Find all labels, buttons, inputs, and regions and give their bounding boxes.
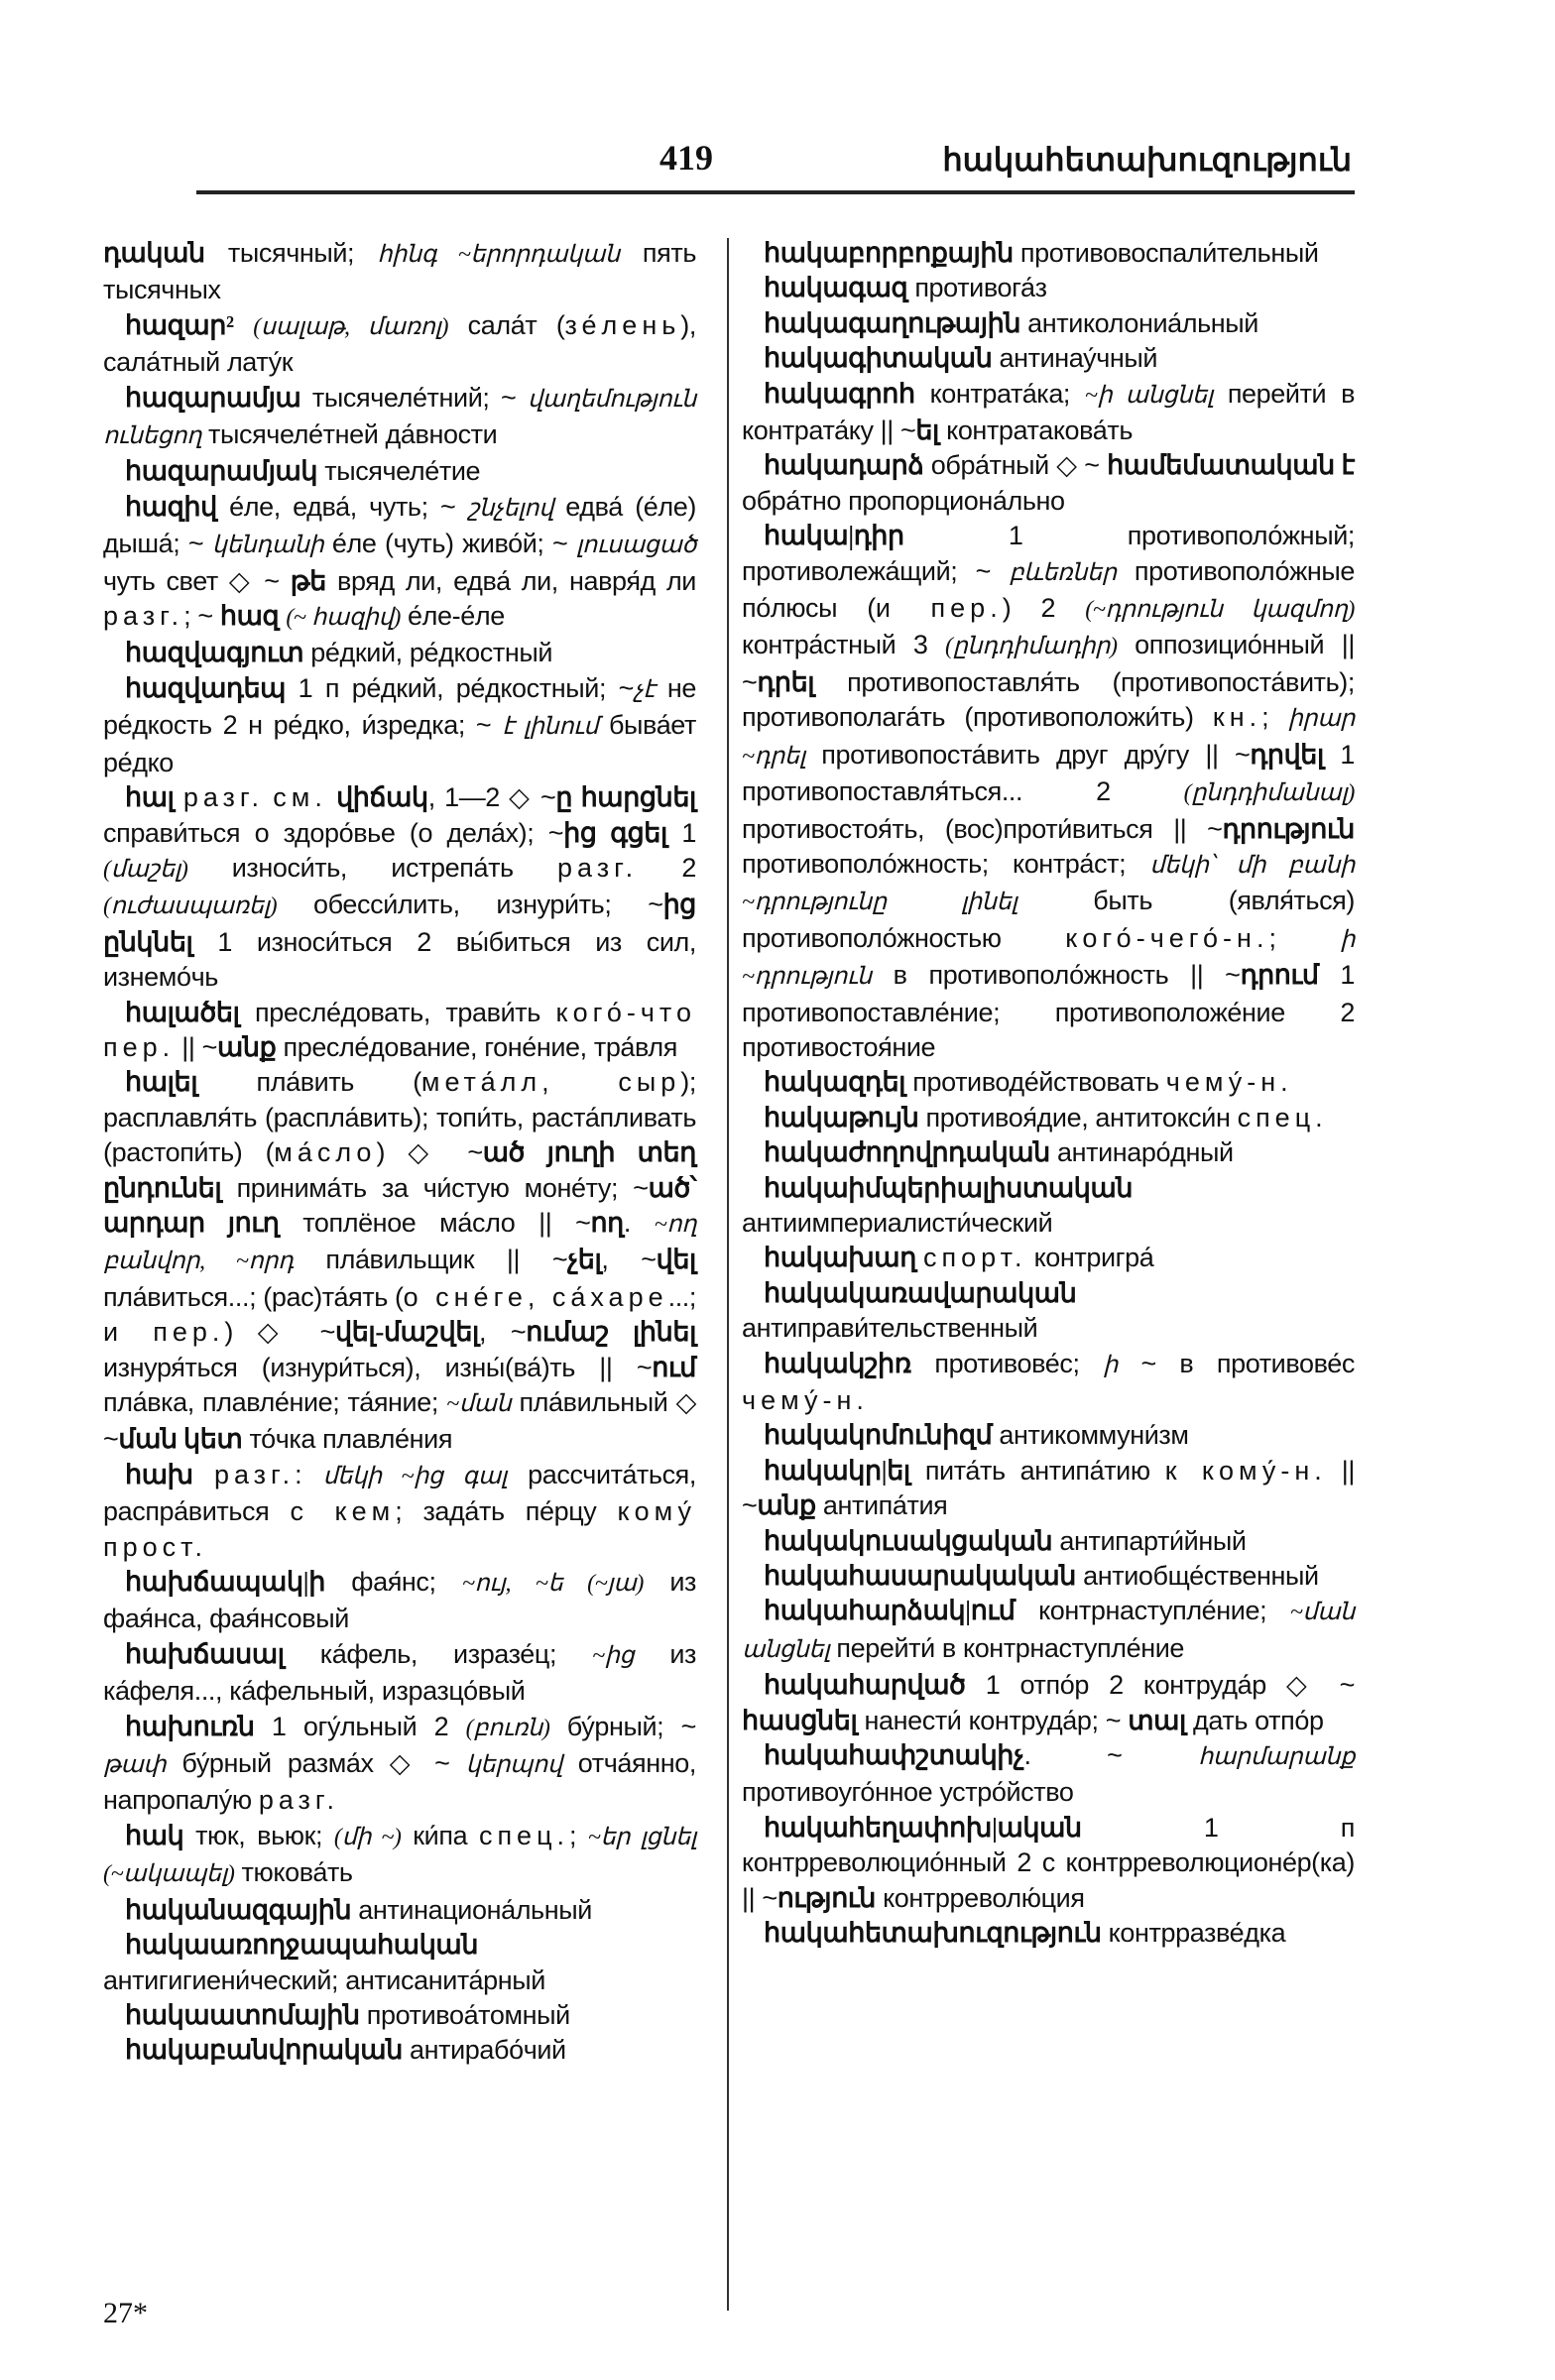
dictionary-entry <box>742 1418 1355 1453</box>
headword: դրում <box>1240 960 1319 991</box>
label-abbrev: разг. <box>213 1459 296 1489</box>
armenian-example: թափ <box>103 1752 167 1779</box>
dictionary-entry <box>742 1524 1355 1559</box>
column-divider <box>727 238 729 2311</box>
dictionary-entry <box>103 454 696 489</box>
dictionary-entry <box>103 1565 696 1637</box>
dictionary-entry <box>103 780 696 995</box>
translation <box>193 1460 214 1489</box>
headword: հազվագյուտ <box>125 638 304 668</box>
label-abbrev: зе́лень <box>564 309 681 340</box>
armenian-example: (ընդդիմադիր) <box>945 634 1118 660</box>
translation: противопоставля́ть (противопоста́вить); противополага́ть (противоположи́ть) <box>742 666 1355 733</box>
dictionary-entry <box>742 1347 1355 1419</box>
headword: հակահարված <box>764 1670 966 1701</box>
dictionary-entry <box>742 377 1355 449</box>
headword: հակահեղափոխ|ական <box>764 1812 1082 1843</box>
headword: հազ <box>219 601 280 632</box>
translation: пресле́довать, трави́ть <box>239 997 556 1027</box>
label-abbrev: кого́-чего́-н. <box>1065 922 1269 953</box>
headword: հալածել <box>125 997 240 1027</box>
translation: 1 противополо́жный; противолежа́щий; ~ <box>742 521 1355 586</box>
headword: հակագրոհ <box>764 378 915 409</box>
headword: հակադարձ <box>764 450 924 481</box>
headword: հակաբանվորական <box>125 2035 403 2066</box>
translation: противополо́жность; контра́ст; <box>742 848 1150 879</box>
dictionary-entry <box>742 1594 1355 1668</box>
translation: контрнаступле́ние; <box>1015 1596 1290 1626</box>
dictionary-entry <box>742 448 1355 519</box>
translation: антигигиени́ческий; антисанита́рный <box>103 1964 545 1995</box>
dictionary-entry <box>742 341 1355 376</box>
translation: рассчита́ться, распра́виться <box>103 1459 696 1527</box>
headword: հակաիմպերիալիստական <box>764 1172 1134 1203</box>
translation: антипарти́йный <box>1052 1525 1247 1556</box>
translation: ка́фель, изразе́ц; <box>284 1638 593 1669</box>
translation: тысячеле́тний; ~ <box>300 382 528 413</box>
translation: дать отпо́р <box>1185 1705 1324 1735</box>
headword: ություն <box>777 1882 876 1913</box>
label-abbrev: чему́-н. <box>742 1385 869 1415</box>
translation: из ка́феля..., ка́фельный, изразцо́вый <box>103 1638 696 1707</box>
dictionary-entry <box>103 1710 696 1819</box>
translation: пять тысячных <box>103 238 697 305</box>
translation <box>264 782 273 812</box>
headword: հակ <box>125 1820 184 1850</box>
armenian-example: մեկի՝ մի բանի ~դրությունը լինել <box>742 852 1355 916</box>
dictionary-entry <box>742 1916 1355 1951</box>
translation: быть (явля́ться) противополо́жностью <box>742 886 1355 953</box>
translation: противоде́йствовать <box>905 1067 1166 1098</box>
headword: հակաառողջապահական <box>125 1930 479 1961</box>
dictionary-entry <box>103 1998 696 2033</box>
headword: հակահետախուզություն <box>764 1918 1102 1949</box>
headword: հազար² <box>125 309 234 340</box>
translation: антирабо́чий <box>402 2035 566 2066</box>
translation: оппозицио́нный || ~ <box>742 630 1355 697</box>
headword: ը հարցնել <box>555 782 696 813</box>
translation: быва́ет ре́дко <box>103 710 696 777</box>
translation: ; зада́ть пе́рцу <box>395 1496 618 1527</box>
armenian-example: ~ույ, ~ե (~յա) <box>461 1571 644 1598</box>
translation: е́ле, едва́, чуть; ~ <box>216 491 468 522</box>
running-head: հակահետախուզություն <box>942 142 1352 178</box>
translation: контрата́ка; <box>914 378 1085 409</box>
translation: пла́вить ( <box>197 1067 421 1098</box>
page-number: 419 <box>659 138 713 178</box>
translation: обра́тно пропорциона́льно <box>742 485 1065 516</box>
translation: , 1—2 ◇ ~ <box>427 782 556 813</box>
label-abbrev: спец. <box>478 1820 570 1850</box>
label-abbrev: мета́лл, сыр <box>420 1067 681 1098</box>
armenian-example: ~ի անցնել <box>1084 382 1213 409</box>
translation: антинау́чный <box>992 343 1158 374</box>
headword: հակաթույն <box>764 1102 919 1132</box>
translation: бу́рный разма́х ◇ ~ <box>166 1748 466 1779</box>
translation: обесси́лить, изнури́ть; ~ <box>277 890 663 920</box>
translation: 1 противопоставле́ние; противоположе́ние 2 противостоя́ние <box>742 960 1356 1062</box>
translation: ) ◇ ~ <box>224 1317 335 1348</box>
armenian-example: (~ հազիվ) <box>286 605 401 632</box>
dictionary-entry <box>103 381 696 455</box>
translation: пла́вильный ◇ ~ <box>103 1387 696 1455</box>
translation: антинаро́дный <box>1049 1137 1234 1168</box>
armenian-example: ~ից <box>592 1642 635 1669</box>
dictionary-entry <box>742 1241 1355 1275</box>
armenian-example: (մի ~) <box>333 1824 402 1850</box>
translation: антиобще́ственный <box>1076 1561 1319 1592</box>
dictionary-entry <box>103 2033 696 2068</box>
translation: антинациона́льный <box>351 1894 592 1925</box>
translation: сала́т ( <box>448 309 565 340</box>
headword: դական <box>103 238 205 268</box>
dictionary-entry <box>742 519 1355 1065</box>
headword: հակախաղ <box>764 1243 916 1273</box>
translation: 1 п контрреволюцио́нный 2 с контрреволюционе́р(ка) || ~ <box>742 1812 1355 1913</box>
headword: հակագիտական <box>764 343 993 374</box>
translation: бу́рный; ~ <box>549 1711 696 1741</box>
headword: հակակոմունիզմ <box>764 1420 993 1451</box>
translation: противоа́томный <box>359 1999 570 2030</box>
translation: противостоя́ть, (вос)проти́виться || ~ <box>742 813 1223 844</box>
label-abbrev: к кому́-н. <box>1164 1455 1327 1486</box>
translation: антиколониа́льный <box>1020 307 1258 338</box>
translation: противоуго́нное устро́йство <box>742 1777 1074 1808</box>
translation: едва́ (е́ле) дыша́; ~ <box>103 491 696 559</box>
dictionary-entry <box>103 1819 696 1893</box>
armenian-example: բևեռներ <box>1009 559 1117 586</box>
headword: հազվադեպ <box>125 672 287 703</box>
translation: ) 2 <box>1002 593 1086 624</box>
label-abbrev: и пер. <box>875 593 1003 624</box>
translation: тюк, вьюк; <box>183 1820 334 1850</box>
translation: то́чка плавле́ния <box>242 1424 453 1455</box>
translation: противополо́жные по́люсы ( <box>742 555 1356 624</box>
headword: դրվել <box>1250 739 1324 770</box>
translation: || ~ <box>175 1031 217 1062</box>
headword: հախճասալ <box>125 1638 285 1669</box>
translation: антиимпериалисти́ческий <box>742 1207 1053 1238</box>
armenian-example: շնչելով <box>467 495 553 522</box>
translation: из фая́нса, фая́нсовый <box>103 1567 696 1634</box>
dictionary-entry <box>103 1928 696 1998</box>
headword: անք <box>216 1031 277 1062</box>
armenian-example: իրար ~դրել <box>742 706 1355 770</box>
armenian-example: հարմարանք <box>1198 1744 1355 1771</box>
translation: 1 противопоставля́ться... 2 <box>742 739 1356 807</box>
headword: համեմատական է <box>1107 450 1355 481</box>
translation: изнуря́ться (изнури́ться), изны́(ва́)ть || ~ <box>103 1352 653 1382</box>
dictionary-entry <box>742 271 1355 305</box>
headword: հալ <box>125 782 175 813</box>
dictionary-entry <box>742 1454 1355 1524</box>
headword: ում <box>652 1352 696 1382</box>
translation: тюкова́ть <box>234 1857 353 1888</box>
dictionary-entry <box>742 1135 1355 1170</box>
headword: տալ <box>1128 1705 1186 1735</box>
translation: 1 <box>666 817 697 848</box>
translation <box>234 310 254 340</box>
dictionary-entry <box>742 1668 1355 1738</box>
armenian-example: (սալաթ, մառոլ) <box>253 313 449 340</box>
headword: հազարամյակ <box>125 456 318 487</box>
translation: || ~ <box>742 1455 1355 1521</box>
label-abbrev: разг. <box>556 852 639 883</box>
label-abbrev: разг. <box>182 782 264 813</box>
label-abbrev: разг. <box>103 601 184 632</box>
label-abbrev: чему́-н. <box>1165 1067 1293 1098</box>
left-column <box>103 236 696 2069</box>
translation: 1 износи́ться 2 вы́биться из сил, изнемо́чь <box>103 926 696 993</box>
translation: в противополо́жность || ~ <box>871 960 1241 991</box>
translation: 1 отпо́р 2 контруда́р ◇ ~ <box>965 1670 1355 1701</box>
headword: ից ընկնել <box>103 890 696 957</box>
armenian-example: (~դրություն կազմող) <box>1085 597 1355 624</box>
translation: ки́па <box>401 1820 479 1850</box>
signature-mark: 27* <box>103 2297 148 2329</box>
headword: հակաատոմային <box>125 1999 360 2030</box>
armenian-example: կերպով <box>465 1752 562 1779</box>
translation: ), сала́тный лату́к <box>103 309 696 378</box>
headword: վել-մաշվել <box>335 1317 479 1348</box>
armenian-example: ի <box>1103 1352 1118 1378</box>
translation: е́ле-е́ле <box>400 601 505 632</box>
headword: հազարամյա <box>125 382 301 413</box>
dictionary-entry <box>742 1171 1355 1242</box>
headword: հակաժողովրդական <box>764 1137 1050 1168</box>
translation: обра́тный ◇ ~ <box>923 450 1108 481</box>
label-abbrev: ма́сло <box>274 1137 377 1168</box>
translation: , ~ <box>601 1245 657 1275</box>
translation: контратакова́ть <box>939 416 1134 446</box>
translation <box>916 1243 923 1272</box>
dictionary-entry <box>103 671 696 780</box>
translation: нанести́ контруда́р; ~ <box>857 1705 1129 1735</box>
translation: антикоммуни́зм <box>992 1420 1189 1451</box>
headword: հակակուսակցական <box>764 1525 1053 1556</box>
translation: контра́стный 3 <box>742 630 945 660</box>
dictionary-entry <box>103 236 696 308</box>
armenian-example: լուսացած <box>575 533 696 559</box>
armenian-example: վաղեմություն ունեցող <box>103 386 696 450</box>
translation: чуть свет ◇ ~ <box>103 565 291 596</box>
headword: հազիվ <box>125 491 217 522</box>
translation: отча́янно, напропалу́ю <box>103 1748 696 1816</box>
armenian-example: ~ող բանվոր, ~որդ <box>103 1211 697 1275</box>
translation: 1 п ре́дкий, ре́дкостный; ~ <box>286 672 635 703</box>
label-abbrev: см. <box>273 782 327 813</box>
translation: пита́ть антипа́тию <box>909 1455 1165 1486</box>
dictionary-entry <box>103 636 696 670</box>
headword: ած՝ արդար յուղ <box>103 1172 696 1238</box>
armenian-example: ~ման <box>446 1391 512 1417</box>
label-abbrev: спец. <box>1237 1102 1328 1132</box>
armenian-example: ~ման անցնել <box>742 1600 1355 1663</box>
headword: դրություն <box>1222 813 1355 844</box>
headword: դրել <box>757 666 815 697</box>
armenian-example: (ուժասպառել) <box>103 893 278 920</box>
headword: հակա|դիր <box>764 521 904 551</box>
translation: противопоста́вить друг дру́гу || ~ <box>804 739 1251 770</box>
translation: фая́нс; <box>324 1567 462 1598</box>
dictionary-entry <box>103 490 696 637</box>
translation: ~ в противове́с <box>1117 1348 1355 1378</box>
label-abbrev: разг. <box>258 1785 339 1816</box>
armenian-example: է լինում <box>502 714 599 741</box>
translation: е́ле (чуть) живо́й; ~ <box>323 529 576 559</box>
headword: հակահարձակ|ում <box>764 1596 1016 1626</box>
translation: пла́вильщик || ~ <box>293 1245 568 1275</box>
label-abbrev: о сне́ге, са́харе <box>403 1281 668 1312</box>
translation <box>327 782 336 812</box>
headword: ել <box>915 416 939 446</box>
headword: հալել <box>125 1067 198 1098</box>
translation: 1 огу́льный 2 <box>254 1711 466 1741</box>
translation: противове́с; <box>910 1348 1104 1378</box>
headword: անք <box>757 1490 816 1521</box>
headword: հակազդել <box>764 1067 906 1098</box>
translation: тысячеле́тней да́вности <box>200 419 498 450</box>
translation: пла́виться...; (рас)та́ять ( <box>103 1281 404 1312</box>
translation: пла́вка, плавле́ние; та́яние; <box>103 1387 447 1417</box>
translation: топлёное ма́сло || ~ <box>279 1207 591 1238</box>
headword: հակաբորբոքային <box>764 238 1014 268</box>
translation: тысячеле́тие <box>317 456 481 487</box>
armenian-example: հինգ ~երորդական <box>377 242 620 268</box>
translation: контрреволю́ция <box>875 1882 1085 1913</box>
headword: թե <box>290 565 326 596</box>
dictionary-entry <box>742 1276 1355 1347</box>
translation: антиправи́тельственный <box>742 1313 1038 1344</box>
translation: ; <box>569 1820 588 1850</box>
label-abbrev: с кем <box>290 1496 396 1527</box>
translation: контрразве́дка <box>1101 1918 1286 1949</box>
translation: 2 <box>638 852 697 883</box>
headword: հակագազ <box>764 273 908 303</box>
headword: ող <box>590 1207 624 1238</box>
translation <box>175 782 183 812</box>
headword: վիճակ <box>336 782 428 813</box>
label-abbrev: спорт. <box>923 1243 1027 1273</box>
translation: противога́з <box>907 273 1047 303</box>
dictionary-entry <box>742 1811 1355 1916</box>
translation: противоя́дие, антитокси́н <box>918 1102 1238 1132</box>
armenian-example: կենդանի <box>211 533 324 559</box>
translation: противовоспали́тельный <box>1013 238 1319 268</box>
headword: ից գցել <box>563 817 667 848</box>
header-rule <box>196 190 1355 194</box>
translation: , ~ <box>478 1317 527 1348</box>
translation: : <box>295 1459 323 1489</box>
armenian-example: չէ <box>634 676 656 703</box>
translation: справи́ться о здоро́вье (о дела́х); ~ <box>103 817 564 848</box>
headword: վել <box>656 1245 696 1275</box>
headword: հակահափշտակիչ <box>764 1740 1024 1771</box>
armenian-example: (մաշել) <box>103 856 188 883</box>
translation: ; ~ <box>183 601 220 632</box>
dictionary-entry <box>742 1559 1355 1594</box>
headword: հակակառավարական <box>764 1277 1077 1308</box>
translation: . <box>623 1207 655 1238</box>
translation: контригра́ <box>1026 1243 1154 1273</box>
translation: не ре́дкость 2 н ре́дко, и́зредка; ~ <box>103 672 696 741</box>
translation: ре́дкий, ре́дкостный <box>303 638 553 668</box>
headword: հականազգային <box>125 1894 352 1925</box>
dictionary-entry <box>103 1637 696 1710</box>
translation: антипа́тия <box>815 1490 948 1521</box>
dictionary-entry <box>742 306 1355 341</box>
headword: հասցնել <box>742 1705 858 1735</box>
translation: принима́ть за чи́стую моне́ту; ~ <box>221 1172 649 1203</box>
dictionary-entry <box>103 1458 696 1565</box>
translation: износи́ть, истрепа́ть <box>187 852 557 883</box>
translation: тысячный; <box>204 238 378 268</box>
armenian-example: ի ~դրություն <box>742 926 1355 991</box>
right-column <box>742 236 1355 1952</box>
armenian-example: (ընդդիմանալ) <box>1183 780 1355 807</box>
dictionary-entry <box>742 236 1355 271</box>
armenian-example: (բուռն) <box>465 1715 550 1741</box>
headword: հակահասարակական <box>764 1561 1077 1592</box>
translation: ); расплавля́ть (распла́вить); топи́ть, раста́пливать (растопи́ть) ( <box>103 1067 696 1168</box>
dictionary-entry <box>103 996 696 1066</box>
headword: ումաշ լինել <box>526 1317 696 1348</box>
label-abbrev: кого́-что пер. <box>103 997 696 1062</box>
dictionary-entry <box>742 1738 1355 1811</box>
dictionary-entry <box>103 1893 696 1928</box>
dictionary-entry <box>742 1101 1355 1135</box>
dictionary-entry <box>103 1065 696 1457</box>
headword: ած յուղի տեղ ընդունել <box>103 1137 696 1203</box>
headword: ման կետ <box>118 1424 243 1455</box>
translation: перейти́ в контрнаступле́ние <box>829 1632 1184 1663</box>
dictionary-entry <box>742 1065 1355 1100</box>
label-abbrev: кн. <box>1212 702 1262 733</box>
armenian-example: մեկի ~ից գալ <box>322 1463 507 1489</box>
translation: вряд ли, едва́ ли, навря́д ли <box>325 565 696 596</box>
headword: հախ <box>125 1459 193 1489</box>
headword: հակակր|ել <box>764 1455 910 1486</box>
headword: հակակշիռ <box>764 1348 911 1378</box>
headword: չել <box>567 1245 602 1275</box>
label-abbrev: и пер. <box>103 1317 225 1348</box>
translation: перейти́ в контрата́ку || ~ <box>742 378 1356 446</box>
headword: հախճապակ|ի <box>125 1567 325 1598</box>
translation: ; <box>1261 702 1288 733</box>
headword: հակագաղութային <box>764 307 1021 338</box>
translation: пресле́дование, гоне́ние, тра́вля <box>276 1031 677 1062</box>
translation: ; <box>1268 922 1341 953</box>
translation: ) ◇ ~ <box>376 1137 483 1168</box>
translation: ...; <box>667 1281 697 1312</box>
dictionary-entry <box>103 308 696 381</box>
label-abbrev: кому́ прост. <box>103 1496 696 1562</box>
armenian-example: ~եր լցնել (~ակապել) <box>103 1824 697 1888</box>
headword: հախուռն <box>125 1711 255 1741</box>
translation: . ~ <box>1023 1740 1199 1771</box>
